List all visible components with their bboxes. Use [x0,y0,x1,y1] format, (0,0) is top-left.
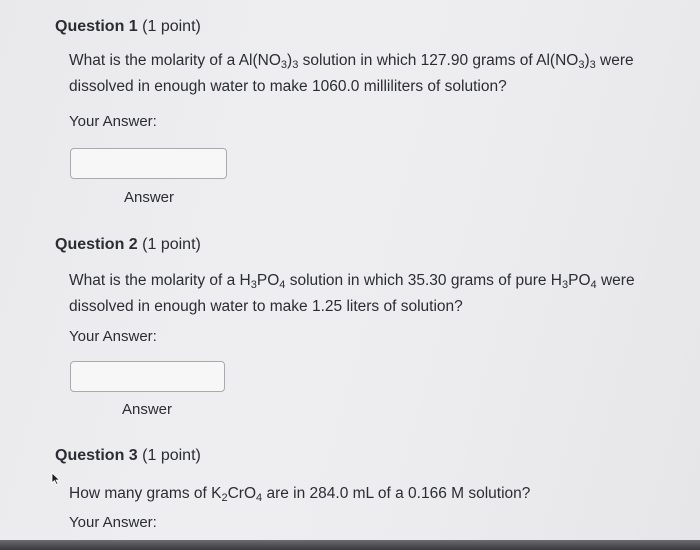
question-number: Question 1 [55,18,138,35]
question-3-text [69,481,530,507]
question-3-title [55,447,201,465]
question-points: (1 point) [142,236,201,253]
your-answer-label: Your Answer: [69,328,157,345]
answer-input-1[interactable] [70,148,227,179]
your-answer-label: Your Answer: [69,113,157,130]
question-text-line-2: dissolved in enough water to make 1.25 liters of solution? [69,298,463,315]
your-answer-label: Your Answer: [69,514,157,531]
question-text-line-1: What is the molarity of a $H_3PO_4$ solution in which 35.30 grams of pure $H_3PO_4$ were [69,272,635,291]
question-text-line-1: What is the molarity of a $Al(NO_3)_3$ solution in which 127.90 grams of $Al(NO_3)_3$ were [69,52,634,71]
question-text-line-2: dissolved in enough water to make 1060.0 milliliters of solution? [69,78,507,95]
mouse-pointer-icon [51,472,60,485]
question-points: (1 point) [142,18,201,35]
question-1-text [69,48,634,100]
question-text-line-1: How many grams of $K_2CrO_4$ are in 284.0 mL of a 0.166 M solution? [69,485,531,504]
answer-input-2[interactable] [70,361,225,392]
question-2-text [69,268,635,320]
question-number: Question 2 [55,236,138,253]
answer-field-label: Answer [122,401,173,418]
question-number: Question 3 [55,447,138,464]
bottom-edge [0,540,700,550]
question-2-title [55,236,201,254]
question-points: (1 point) [142,447,201,464]
answer-field-label: Answer [124,189,175,206]
question-1-title [55,18,201,36]
